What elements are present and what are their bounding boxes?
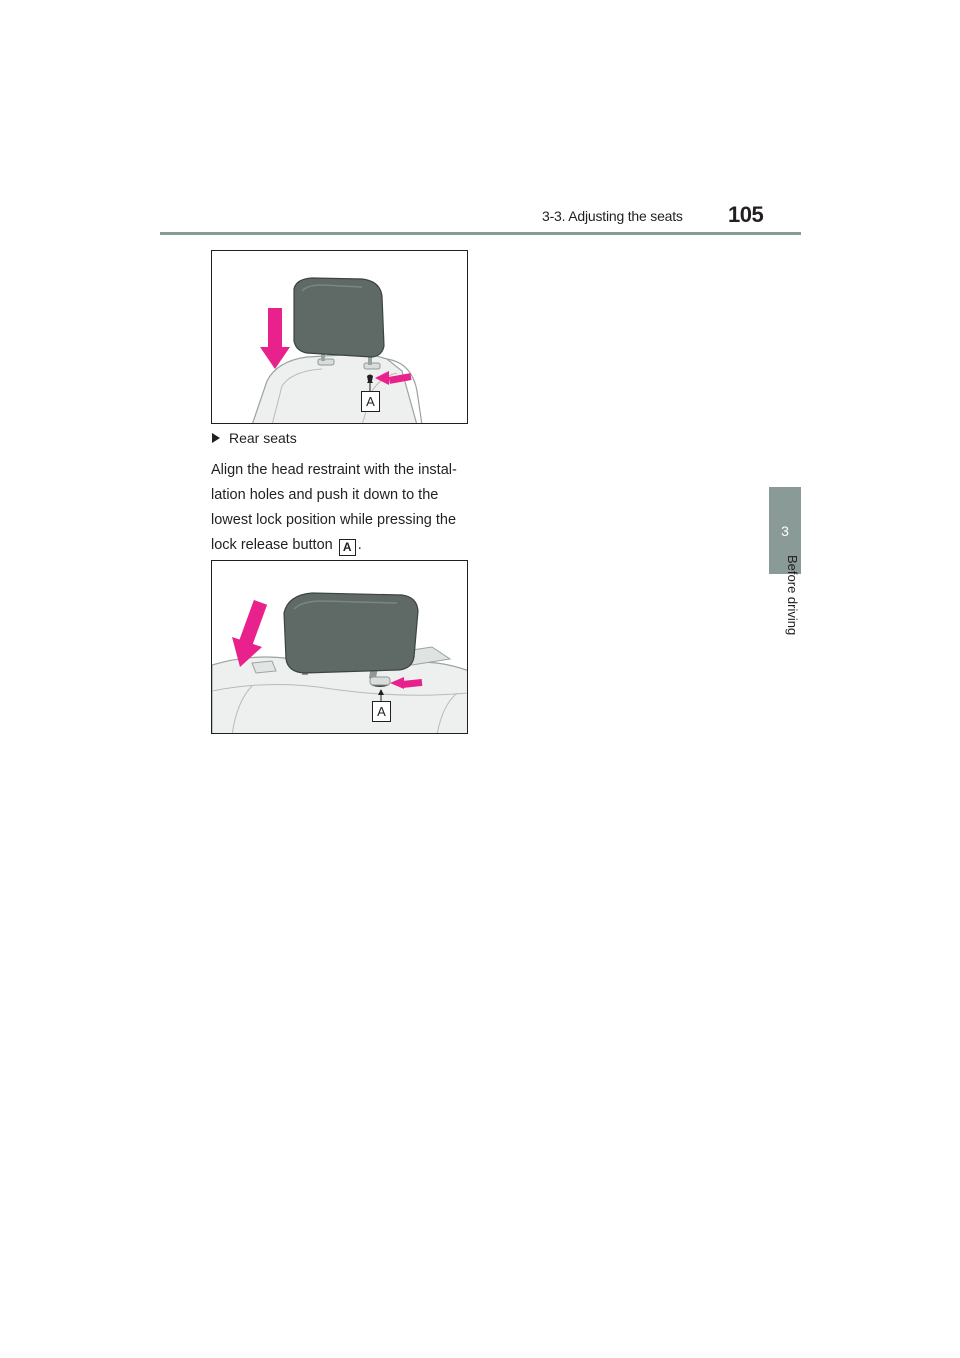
rear-seat-illustration (212, 561, 468, 734)
chapter-number: 3 (781, 522, 789, 539)
inline-callout-a: A (339, 539, 356, 556)
bullet-rear-seats (212, 430, 297, 446)
header-rule (160, 232, 801, 235)
callout-a: A (372, 701, 391, 722)
front-seat-illustration (212, 251, 468, 424)
callout-a: A (361, 391, 380, 412)
instruction-line-1: Align the head restraint with the instal- (211, 462, 457, 478)
instruction-line-4 (211, 533, 481, 558)
page-number: 105 (728, 202, 764, 227)
section-title: 3-3. Adjusting the seats (542, 208, 683, 224)
instruction-line-4-end: . (357, 537, 362, 553)
instruction-line-2: lation holes and push it down to the (211, 487, 439, 503)
bullet-label: Rear seats (229, 430, 297, 446)
instruction-paragraph (211, 458, 481, 558)
instruction-line-3: lowest lock position while pressing the (211, 512, 457, 528)
instruction-line-4-text: lock release button (211, 537, 333, 553)
rear-seat-headrest-figure (211, 560, 468, 734)
bullet-triangle-icon (212, 433, 220, 443)
front-seat-headrest-figure (211, 250, 468, 424)
chapter-caption: Before driving (785, 555, 800, 636)
